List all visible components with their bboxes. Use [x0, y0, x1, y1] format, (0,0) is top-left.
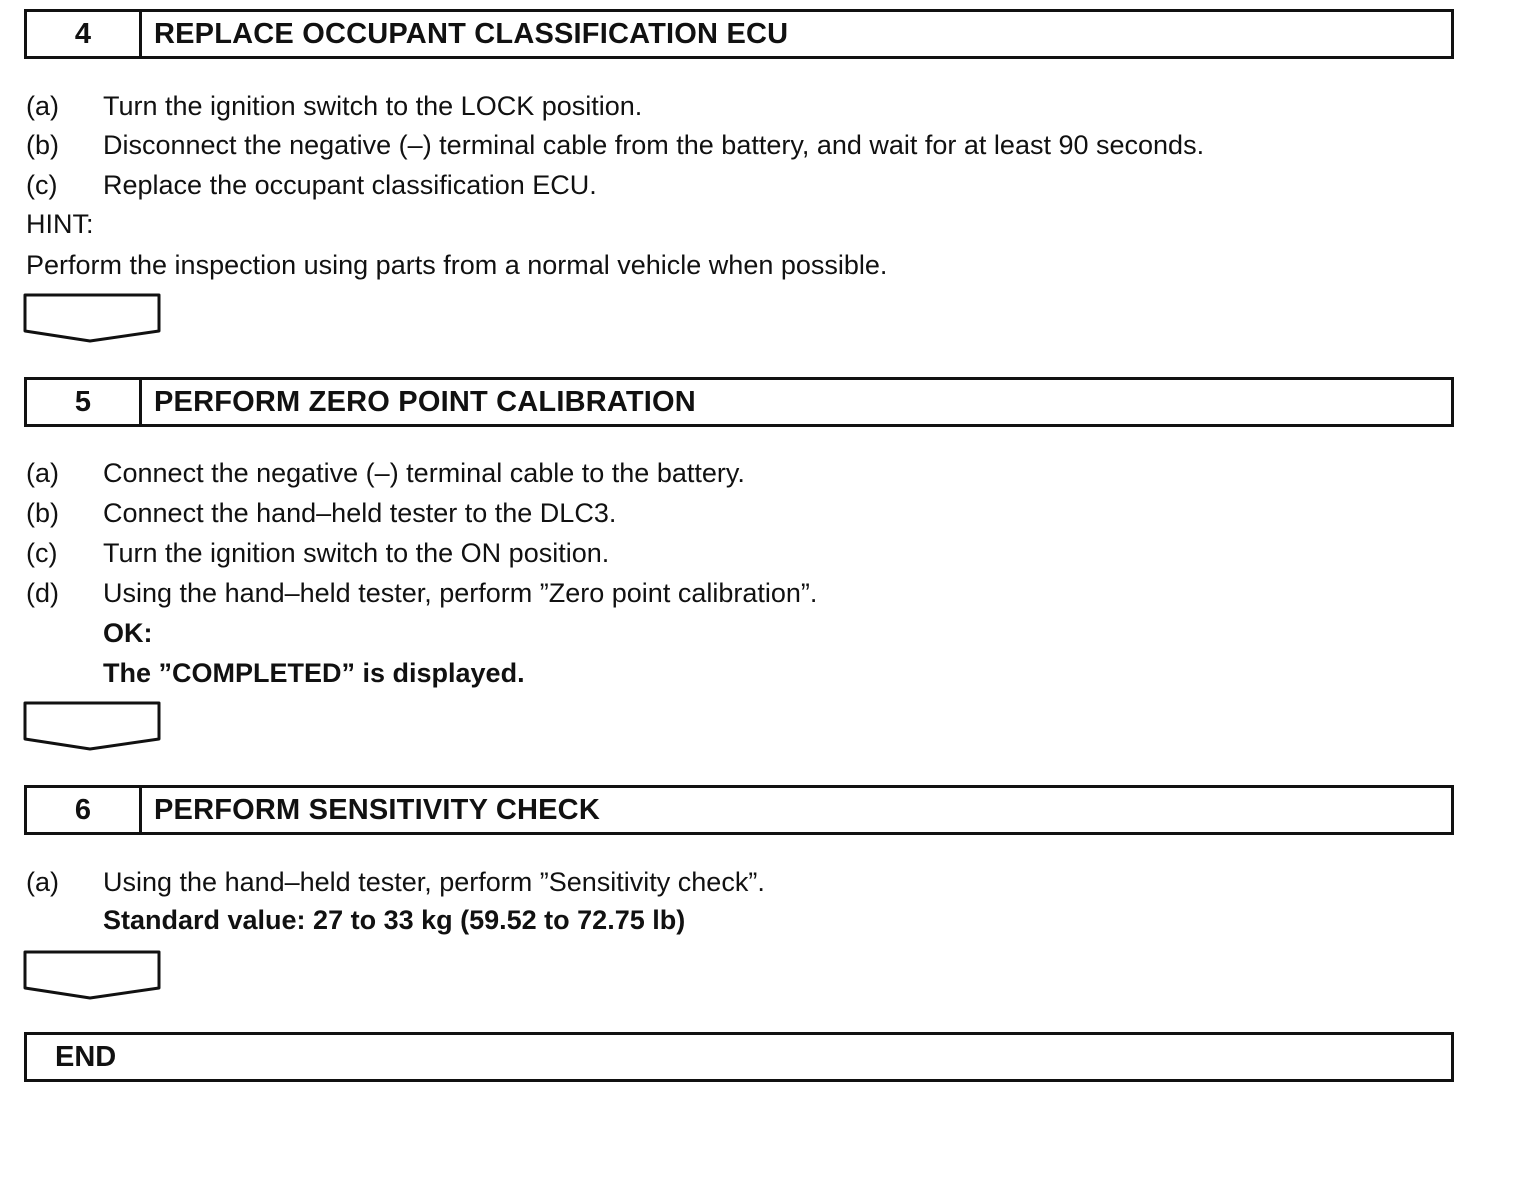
step-title: PERFORM ZERO POINT CALIBRATION: [154, 385, 696, 418]
item-label: (a): [26, 867, 59, 897]
step-number: 5: [27, 380, 142, 424]
step-title: REPLACE OCCUPANT CLASSIFICATION ECU: [154, 17, 789, 50]
hint-text: Perform the inspection using parts from a normal vehicle when possible.: [26, 250, 888, 280]
end-box: [24, 1032, 1454, 1082]
item-text: Using the hand–held tester, perform ”Sensitivity check”.: [103, 867, 765, 897]
step-number: 4: [27, 12, 142, 56]
next-arrow-icon: [23, 950, 161, 1002]
item-label: (d): [26, 578, 59, 608]
step-title: PERFORM SENSITIVITY CHECK: [154, 793, 600, 826]
ok-text: The ”COMPLETED” is displayed.: [103, 658, 525, 688]
standard-value: Standard value: 27 to 33 kg (59.52 to 72.75 lb): [103, 905, 686, 935]
item-text: Connect the hand–held tester to the DLC3.: [103, 498, 617, 528]
item-label: (c): [26, 538, 58, 568]
item-label: (a): [26, 458, 59, 488]
item-text: Connect the negative (–) terminal cable to the battery.: [103, 458, 745, 488]
next-arrow-icon: [23, 293, 161, 345]
item-text: Replace the occupant classification ECU.: [103, 170, 597, 200]
item-label: (b): [26, 130, 59, 160]
step-5-header: [24, 377, 1454, 427]
ok-label: OK:: [103, 618, 153, 648]
item-text: Disconnect the negative (–) terminal cable from the battery, and wait for at least 90 seconds.: [103, 130, 1205, 160]
step-6-header: [24, 785, 1454, 835]
item-text: Using the hand–held tester, perform ”Zero point calibration”.: [103, 578, 818, 608]
item-text: Turn the ignition switch to the ON position.: [103, 538, 610, 568]
item-label: (b): [26, 498, 59, 528]
step-4-header: [24, 9, 1454, 59]
item-label: (a): [26, 91, 59, 121]
hint-label: HINT:: [26, 209, 94, 239]
item-text: Turn the ignition switch to the LOCK position.: [103, 91, 643, 121]
step-number: 6: [27, 788, 142, 832]
next-arrow-icon: [23, 701, 161, 753]
end-label: END: [55, 1040, 117, 1073]
item-label: (c): [26, 170, 58, 200]
